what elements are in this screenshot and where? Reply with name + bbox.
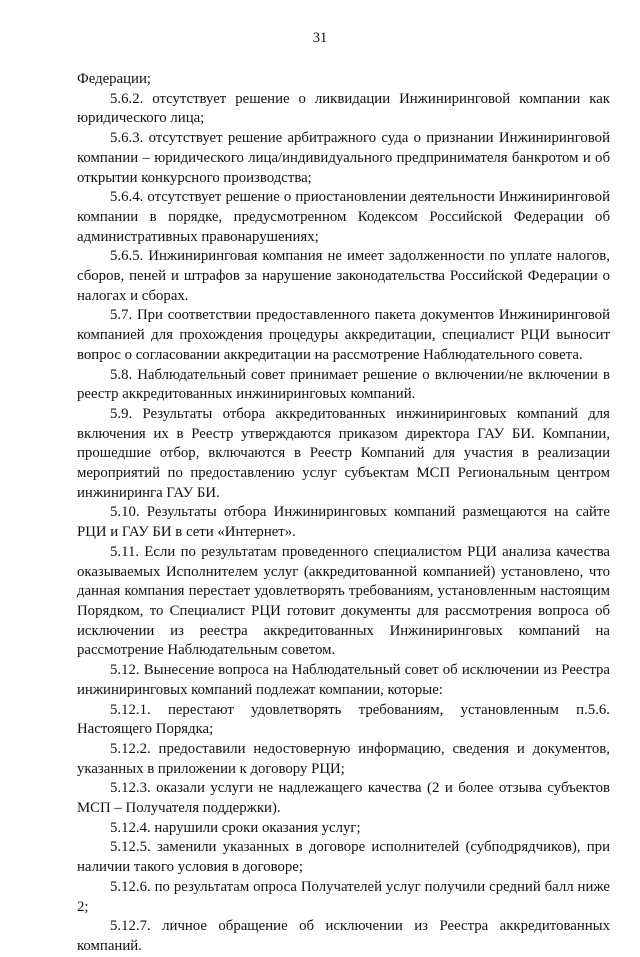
document-body — [77, 70, 610, 957]
paragraph-5-12-1: 5.12.1. перестают удовлетворять требованиям, установленным п.5.6. Настоящего Порядка; — [77, 701, 610, 738]
paragraph-5-7: 5.7. При соответствии предоставленного пакета документов Инжиниринговой компанией для прохождения процедуры аккредитации, специалист РЦИ выносит вопрос о согласовании аккредитации на рассмотрение Наблюдательного совета. — [77, 307, 610, 363]
paragraph-5-10: 5.10. Результаты отбора Инжиниринговых компаний размещаются на сайте РЦИ и ГАУ БИ в сети «Интернет». — [77, 504, 610, 541]
paragraph-5-12-3: 5.12.3. оказали услуги не надлежащего качества (2 и более отзыва субъектов МСП – Получателя поддержки). — [77, 780, 610, 817]
paragraph-5-8: 5.8. Наблюдательный совет принимает решение о включении/не включении в реестр аккредитованных инжиниринговых компаний. — [77, 366, 610, 403]
paragraph-continuation: Федерации; — [77, 71, 151, 87]
paragraph-5-6-3: 5.6.3. отсутствует решение арбитражного суда о признании Инжиниринговой компании – юридического лица/индивидуального предпринимателя банкротом и об открытии конкурсного производства; — [77, 130, 610, 186]
paragraph-5-12: 5.12. Вынесение вопроса на Наблюдательный совет об исключении из Реестра инжиниринговых компаний подлежат компании, которые: — [77, 662, 610, 698]
paragraph-5-6-2: 5.6.2. отсутствует решение о ликвидации Инжиниринговой компании как юридического лица; — [77, 90, 610, 127]
paragraph-5-11: 5.11. Если по результатам проведенного специалистом РЦИ анализа качества оказываемых Исполнителем услуг (аккредитованной компанией) установлено, что данная компания перестает удовлетворять требованиям, установленным настоящим Порядком, то Специалист РЦИ готовит документы для рассмотрения вопроса об исключении из реестра аккредитованных Инжиниринговых компаний на рассмотрение Наблюдательным советом. — [77, 543, 610, 659]
paragraph-5-12-7: 5.12.7. личное обращение об исключении из Реестра аккредитованных компаний. — [77, 918, 610, 954]
paragraph-5-12-4: 5.12.4. нарушили сроки оказания услуг; — [110, 819, 361, 836]
paragraph-5-12-2: 5.12.2. предоставили недостоверную информацию, сведения и документов, указанных в приложении к договору РЦИ; — [77, 740, 610, 777]
paragraph-5-12-5: 5.12.5. заменили указанных в договоре исполнителей (субподрядчиков), при наличии такого условия в договоре; — [77, 839, 610, 876]
paragraph-5-12-6: 5.12.6. по результатам опроса Получателей услуг получили средний балл ниже 2; — [77, 878, 610, 915]
page-number: 31 — [312, 30, 328, 46]
paragraph-5-6-4: 5.6.4. отсутствует решение о приостановлении деятельности Инжиниринговой компании в порядке, предусмотренном Кодексом Российской Федерации об административных правонарушениях; — [77, 189, 610, 245]
paragraph-5-9: 5.9. Результаты отбора аккредитованных инжиниринговых компаний для включения их в Реестр утверждаются приказом директора ГАУ БИ. Компании, прошедшие отбор, включаются в Реестр Компаний для участия в реализации мероприятий по предоставлению услуг субъектам МСП Региональным центром инжиниринга ГАУ БИ. — [77, 405, 610, 501]
paragraph-5-6-5: 5.6.5. Инжиниринговая компания не имеет задолженности по уплате налогов, сборов, пеней и штрафов за нарушение законодательства Российской Федерации о налогах и сборах. — [77, 248, 610, 304]
